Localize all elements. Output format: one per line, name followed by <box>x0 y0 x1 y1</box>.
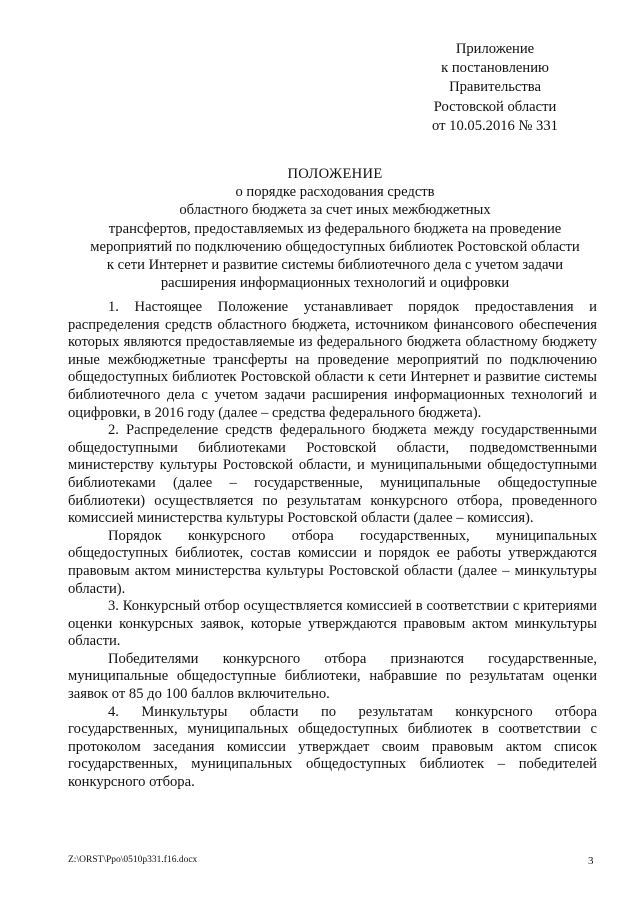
title-line: о порядке расходования средств <box>235 184 435 201</box>
paragraph-2: 2. Распределение средств федерального бюджета между государственными общедоступными библиотеками Ростовской области, подведомственными министерству культуры Ростовской области, и муниципальными общедоступными библиотеками (далее – государственные, муниципальные общедоступные библиотеки) осуществляется по результатам конкурсного отбора, проведенного комиссией министерства культуры Ростовской области (далее – комиссия). <box>68 422 597 527</box>
appendix-block <box>400 40 590 136</box>
paragraph-1: 1. Настоящее Положение устанавливает порядок предоставления и распределения средств областного бюджета, источником финансового обеспечения которых являются предоставляемые из федерального бюджета областному бюджету иные межбюджетные трансферты на проведение мероприятий по подключению общедоступных библиотек Ростовской области к сети Интернет и развитие системы библиотечного дела с учетом задачи расширения информационных технологий и оцифровки, в 2016 году (далее – средства федерального бюджета). <box>68 299 597 421</box>
document-heading: ПОЛОЖЕНИЕ <box>287 166 383 182</box>
title-line: расширения информационных технологий и оцифровки <box>160 275 510 292</box>
title-line: трансфертов, предоставляемых из федерального бюджета на проведение <box>108 220 562 237</box>
paragraph-3-continued: Победителями конкурсного отбора признаются государственные, муниципальные общедоступные библиотеки, набравшие по результатам оценки заявок от 85 до 100 баллов включительно. <box>68 650 597 703</box>
title-line: мероприятий по подключению общедоступных библиотек Ростовской области <box>90 238 580 255</box>
paragraph-2-continued: Порядок конкурсного отбора государственных, муниципальных общедоступных библиотек, состав комиссии и порядок ее работы утверждаются правовым актом министерства культуры Ростовской области (далее – минкультуры области). <box>68 527 597 597</box>
paragraph-4: 4. Минкультуры области по результатам конкурсного отбора государственных, муниципальных общедоступных библиотек в соответствии с протоколом заседания комиссии утверждает своим правовым актом список государственных, муниципальных общедоступных библиотек – победителей конкурсного отбора. <box>68 703 597 791</box>
appendix-line: Правительства <box>449 79 541 96</box>
appendix-line: к постановлению <box>441 60 549 77</box>
page-number: 3 <box>588 855 594 867</box>
appendix-line: Ростовской области <box>433 98 557 115</box>
appendix-line: Приложение <box>455 41 535 57</box>
footer-file-path: Z:\ORST\Ppo\0510p331.f16.docx <box>68 855 198 865</box>
appendix-date-number: от 10.05.2016 № 331 <box>432 117 558 134</box>
document-body <box>68 299 597 792</box>
paragraph-3: 3. Конкурсный отбор осуществляется комиссией в соответствии с критериями оценки конкурсных заявок, которые утверждаются правовым актом минкультуры области. <box>68 598 597 650</box>
document-title-block <box>68 165 602 292</box>
title-line: к сети Интернет и развитие системы библиотечного дела с учетом задачи <box>106 257 564 274</box>
title-line: областного бюджета за счет иных межбюджетных <box>179 202 491 219</box>
